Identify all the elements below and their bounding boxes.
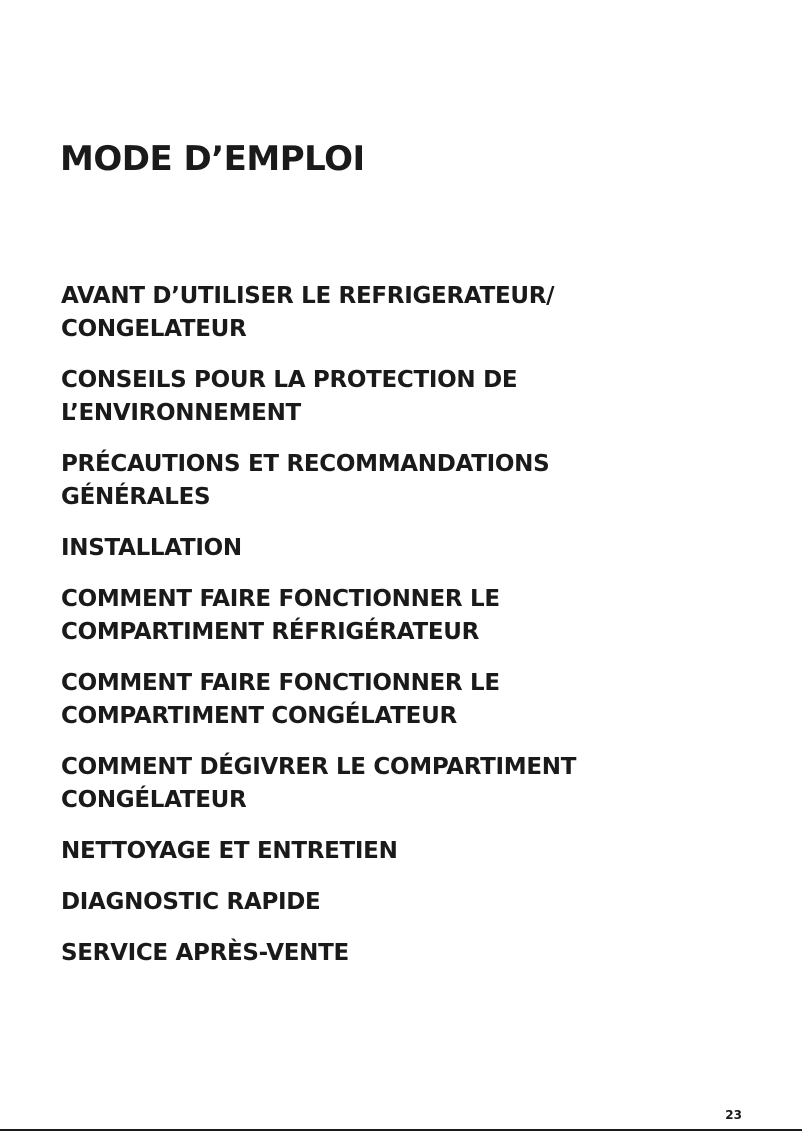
toc-item-environment bbox=[61, 364, 761, 430]
page-number: 23 bbox=[725, 1108, 742, 1122]
toc-item-freezer-operation bbox=[61, 667, 761, 733]
toc-item-line: PRÉCAUTIONS ET RECOMMANDATIONS bbox=[61, 451, 550, 477]
toc-item-line: CONGÉLATEUR bbox=[61, 787, 247, 813]
toc-item-line: COMMENT FAIRE FONCTIONNER LE bbox=[61, 670, 500, 696]
table-of-contents bbox=[61, 280, 761, 988]
toc-item-line: DIAGNOSTIC RAPIDE bbox=[61, 889, 321, 915]
toc-item-line: GÉNÉRALES bbox=[61, 484, 211, 510]
toc-item-line: L’ENVIRONNEMENT bbox=[61, 400, 301, 426]
toc-item-line: SERVICE APRÈS-VENTE bbox=[61, 940, 349, 966]
toc-item-after-sales-service bbox=[61, 937, 761, 970]
toc-item-before-use bbox=[61, 280, 761, 346]
toc-item-line: CONSEILS POUR LA PROTECTION DE bbox=[61, 367, 518, 393]
toc-item-line: COMMENT DÉGIVRER LE COMPARTIMENT bbox=[61, 754, 577, 780]
toc-item-refrigerator-operation bbox=[61, 583, 761, 649]
toc-item-defrosting bbox=[61, 751, 761, 817]
toc-item-line: COMMENT FAIRE FONCTIONNER LE bbox=[61, 586, 500, 612]
toc-item-line: NETTOYAGE ET ENTRETIEN bbox=[61, 838, 398, 864]
toc-item-installation bbox=[61, 532, 761, 565]
page-title: MODE D’EMPLOI bbox=[60, 139, 365, 179]
toc-item-precautions bbox=[61, 448, 761, 514]
toc-item-line: CONGELATEUR bbox=[61, 316, 247, 342]
toc-item-line: COMPARTIMENT CONGÉLATEUR bbox=[61, 703, 457, 729]
toc-item-diagnostics bbox=[61, 886, 761, 919]
toc-item-line: INSTALLATION bbox=[61, 535, 242, 561]
toc-item-cleaning bbox=[61, 835, 761, 868]
toc-item-line: AVANT D’UTILISER LE REFRIGERATEUR/ bbox=[61, 283, 555, 309]
toc-item-line: COMPARTIMENT RÉFRIGÉRATEUR bbox=[61, 619, 480, 645]
